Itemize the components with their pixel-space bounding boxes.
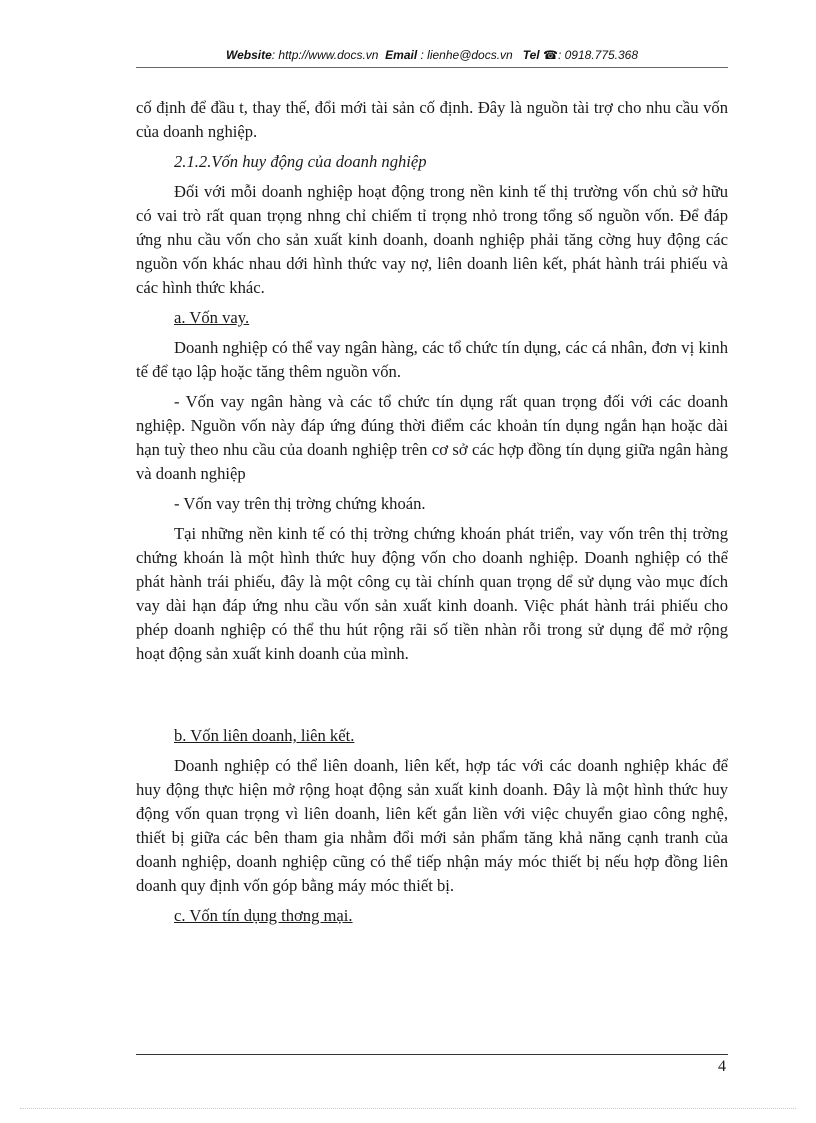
subheading-c-text: c. Vốn tín dụng thơng mại.: [174, 906, 353, 925]
spacer: [136, 672, 728, 724]
website-label: Website: [225, 48, 272, 62]
email-value: : lienhe@docs.vn: [420, 48, 513, 62]
page-number: 4: [718, 1058, 726, 1075]
paragraph-3: Doanh nghiệp có thể vay ngân hàng, các tổ chức tín dụng, các cá nhân, đơn vị kinh tế để tạo lập hoặc tăng thêm nguồn vốn.: [136, 338, 728, 381]
subheading-c: [174, 904, 728, 928]
subheading-b: [174, 724, 728, 748]
paragraph-7: Doanh nghiệp có thể liên doanh, liên kết, hợp tác với các doanh nghiệp khác để huy động thực hiện mở rộng hoạt động sản xuất kinh doanh. Đây là một hình thức huy động vốn quan trọng vì liên doanh, liên kết gắn liền với việc chuyển giao công nghệ, thiết bị giữa các bên tham gia nhằm đổi mới sản phẩm tăng khả năng cạnh tranh của doanh nghiệp, doanh nghiệp cũng có thể tiếp nhận máy móc thiết bị nếu hợp đồng liên doanh quy định vốn góp bằng máy móc thiết bị.: [136, 756, 728, 895]
subheading-b-text: b. Vốn liên doanh, liên kết.: [174, 726, 355, 745]
document-body: [136, 96, 728, 934]
section-heading-2-1-2: 2.1.2.Vốn huy động của doanh nghiệp: [174, 152, 427, 171]
paragraph-6: Tại những nền kinh tế có thị trờng chứng khoán phát triển, vay vốn trên thị trờng chứng khoán là một hình thức huy động vốn cho doanh nghiệp. Doanh nghiệp có thể phát hành trái phiếu, đây là một công cụ tài chính quan trọng dể sử dụng vào mục đích vay dài hạn đáp ứng nhu cầu vốn sản xuất kinh doanh. Việc phát hành trái phiếu cho phép doanh nghiệp có thể thu hút rộng rãi số tiền nhàn rỗi trong sử dụng để mở rộng hoạt động sản xuất kinh doanh của mình.: [136, 524, 728, 663]
website-value: : http://www.docs.vn: [271, 48, 379, 62]
subheading-a-text: a. Vốn vay.: [174, 308, 250, 327]
page-header: [136, 48, 728, 62]
paragraph-5: - Vốn vay trên thị trờng chứng khoán.: [174, 494, 426, 513]
email-label: Email: [385, 48, 418, 62]
paragraph-1: cố định để đầu t, thay thế, đổi mới tài sản cố định. Đây là nguồn tài trợ cho nhu cầu vốn của doanh nghiệp.: [136, 98, 728, 141]
footer-rule: [136, 1054, 728, 1055]
tel-label: Tel: [522, 48, 540, 62]
paragraph-2: Đối với mỗi doanh nghiệp hoạt động trong nền kinh tế thị trường vốn chủ sở hữu có vai trò rất quan trọng nhng chỉ chiếm tỉ trọng nhỏ trong tổng số nguồn vốn. Để đáp ứng nhu cầu vốn cho sản xuất kinh doanh, doanh nghiệp phải tăng cờng huy động các nguồn vốn khác nhau dới hình thức vay nợ, liên doanh liên kết, phát hành trái phiếu và các hình thức khác.: [136, 182, 728, 297]
header-rule: [136, 67, 728, 68]
paragraph-4: - Vốn vay ngân hàng và các tổ chức tín dụng rất quan trọng đối với các doanh nghiệp. Nguồn vốn này đáp ứng đúng thời điểm các khoản tín dụng ngắn hạn hoặc dài hạn tuỳ theo nhu cầu của doanh nghiệp trên cơ sở các hợp đồng tín dụng giữa ngân hàng và doanh nghiệp: [136, 392, 728, 483]
tel-value: : 0918.775.368: [557, 48, 639, 62]
page-edge-dots: [20, 1108, 796, 1109]
phone-icon: ☎: [543, 48, 558, 62]
subheading-a: [174, 306, 728, 330]
